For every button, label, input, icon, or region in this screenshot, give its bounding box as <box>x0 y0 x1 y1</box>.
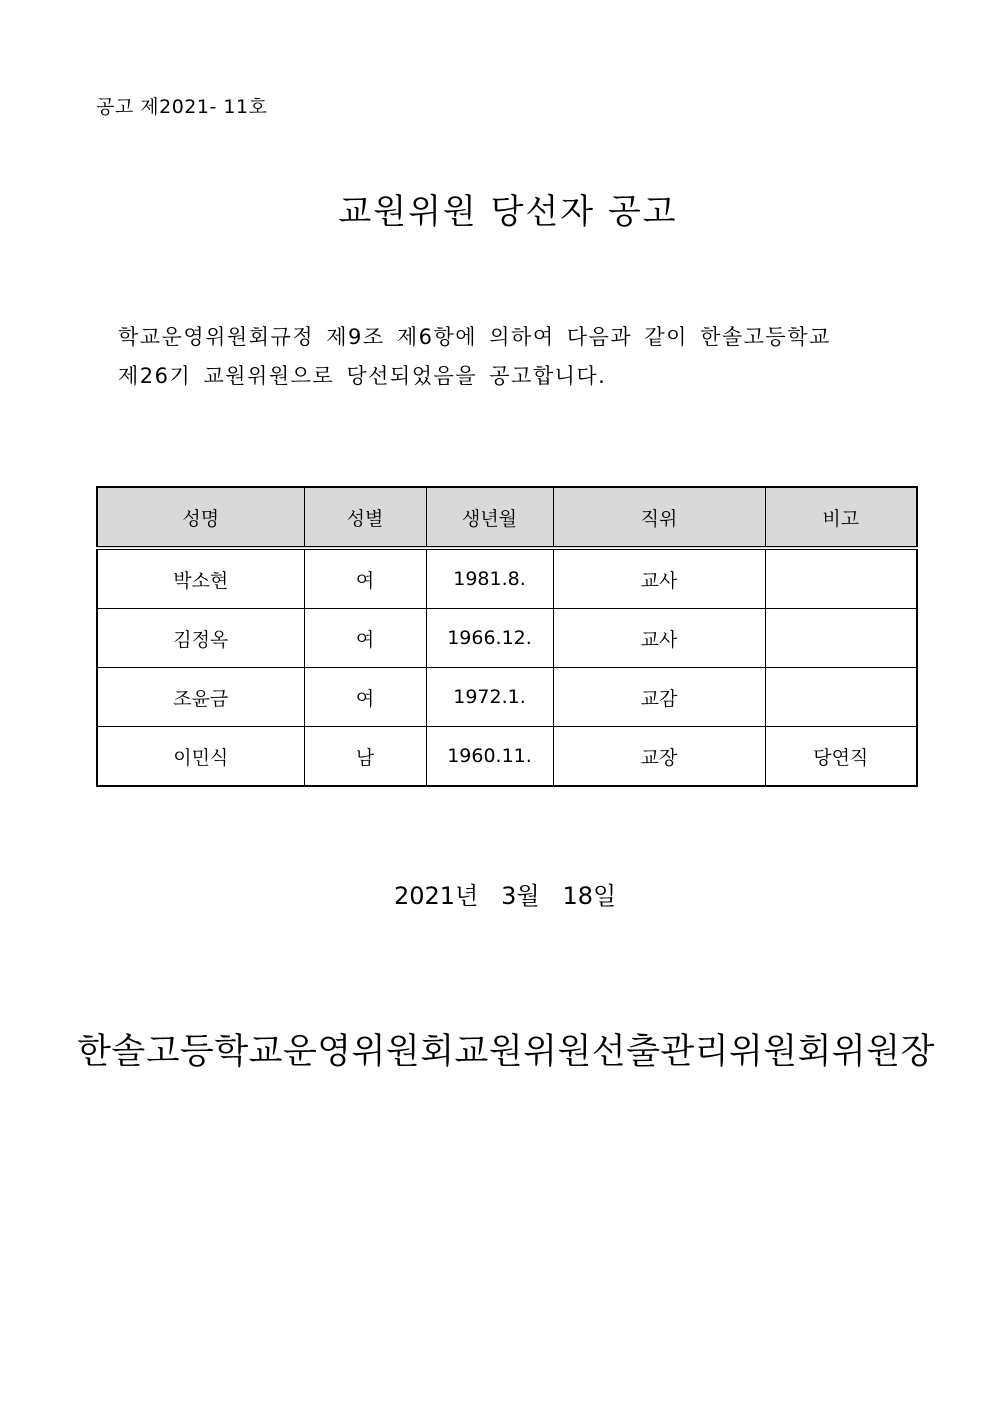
cell-position: 교사 <box>553 609 765 668</box>
cell-name: 조윤금 <box>97 668 304 727</box>
header-birth: 생년월 <box>426 487 553 548</box>
notice-date: 2021년 3월 18일 <box>394 882 617 910</box>
cell-position: 교장 <box>553 727 765 787</box>
body-line-1: 학교운영위원회규정 제9조 제6항에 의하여 다음과 같이 한솔고등학교 <box>118 325 831 349</box>
header-gender: 성별 <box>304 487 426 548</box>
cell-name: 박소현 <box>97 548 304 609</box>
table-header-row <box>97 487 917 548</box>
cell-remarks <box>765 668 917 727</box>
cell-name: 김정옥 <box>97 609 304 668</box>
cell-birth: 1966.12. <box>426 609 553 668</box>
cell-name: 이민식 <box>97 727 304 787</box>
cell-position: 교사 <box>553 548 765 609</box>
notice-number: 공고 제2021- 11호 <box>96 96 268 118</box>
header-remarks: 비고 <box>765 487 917 548</box>
cell-position: 교감 <box>553 668 765 727</box>
notice-title: 교원위원 당선자 공고 <box>338 192 678 232</box>
cell-gender: 여 <box>304 609 426 668</box>
table-row <box>97 609 917 668</box>
table-row <box>97 668 917 727</box>
issuer-title: 한솔고등학교운영위원회교원위원선출관리위원회위원장 <box>77 1032 935 1072</box>
cell-remarks <box>765 548 917 609</box>
header-position: 직위 <box>553 487 765 548</box>
elected-members-table <box>96 486 918 787</box>
table-row <box>97 548 917 609</box>
cell-birth: 1981.8. <box>426 548 553 609</box>
cell-gender: 여 <box>304 548 426 609</box>
body-line-2: 제26기 교원위원으로 당선되었음을 공고합니다. <box>118 364 607 388</box>
cell-birth: 1960.11. <box>426 727 553 787</box>
cell-gender: 남 <box>304 727 426 787</box>
notice-body <box>118 318 898 396</box>
cell-remarks: 당연직 <box>765 727 917 787</box>
cell-remarks <box>765 609 917 668</box>
header-name: 성명 <box>97 487 304 548</box>
cell-gender: 여 <box>304 668 426 727</box>
table-row <box>97 727 917 787</box>
cell-birth: 1972.1. <box>426 668 553 727</box>
